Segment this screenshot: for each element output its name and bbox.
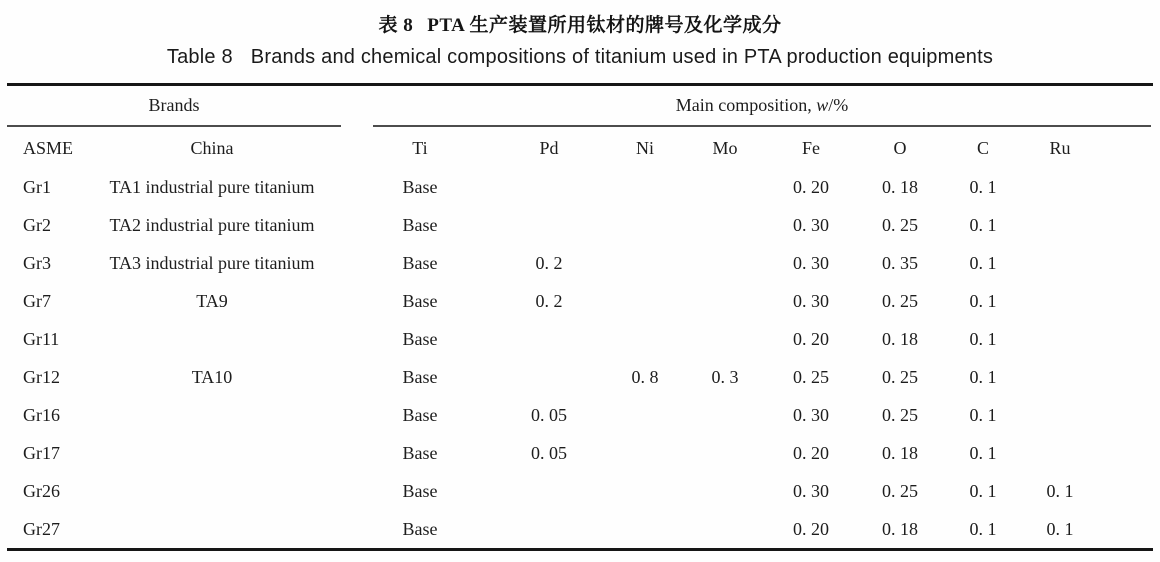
cell-china: TA3 industrial pure titanium <box>109 253 315 273</box>
table-title-chinese <box>0 10 1160 37</box>
cell-asme: Gr27 <box>22 519 60 539</box>
cell-fe: 0. 30 <box>792 215 829 235</box>
column-header-pd: Pd <box>539 138 559 158</box>
cell-pd: 0. 05 <box>530 443 567 463</box>
cell-pd: 0. 2 <box>535 291 563 311</box>
cell-ni <box>605 206 685 244</box>
cell-fe: 0. 30 <box>792 291 829 311</box>
cell-ru <box>1023 282 1153 320</box>
composition-label-suffix: /% <box>828 95 849 115</box>
cell-fe: 0. 20 <box>792 329 829 349</box>
cell-fe: 0. 25 <box>792 367 829 387</box>
cell-china <box>77 320 347 358</box>
cell-o: 0. 25 <box>881 215 918 235</box>
cell-ru <box>1023 320 1153 358</box>
cell-asme: Gr1 <box>22 177 51 197</box>
table-row <box>7 244 1153 282</box>
column-header-row <box>7 127 1153 168</box>
cell-mo <box>685 168 765 206</box>
cell-ru <box>1023 358 1153 396</box>
cell-mo <box>685 244 765 282</box>
cell-ni <box>605 510 685 550</box>
column-header-asme: ASME <box>22 138 73 158</box>
cell-china <box>77 396 347 434</box>
column-header-fe: Fe <box>801 138 820 158</box>
cell-ni <box>605 282 685 320</box>
table-row <box>7 168 1153 206</box>
cell-ti: Base <box>402 481 438 501</box>
table-body <box>7 168 1153 550</box>
cell-mo <box>685 472 765 510</box>
cell-c: 0. 1 <box>969 481 997 501</box>
cell-c: 0. 1 <box>969 443 997 463</box>
cell-o: 0. 18 <box>881 177 918 197</box>
cell-china: TA1 industrial pure titanium <box>109 177 315 197</box>
cell-ru <box>1023 168 1153 206</box>
cell-mo <box>685 434 765 472</box>
cell-mo <box>685 320 765 358</box>
cell-fe: 0. 20 <box>792 443 829 463</box>
cell-pd: 0. 2 <box>535 253 563 273</box>
column-header-ti: Ti <box>412 138 428 158</box>
cell-ti: Base <box>402 177 438 197</box>
column-header-o: O <box>893 138 907 158</box>
cell-ru <box>1023 244 1153 282</box>
cell-c: 0. 1 <box>969 291 997 311</box>
cell-china <box>77 510 347 550</box>
table-number-en: Table 8 <box>166 46 233 68</box>
cell-fe: 0. 30 <box>792 405 829 425</box>
table-title-english <box>0 46 1160 69</box>
cell-c: 0. 1 <box>969 215 997 235</box>
cell-asme: Gr17 <box>22 443 60 463</box>
cell-asme: Gr11 <box>22 329 60 349</box>
group-header-row <box>7 85 1153 128</box>
column-header-china: China <box>190 138 234 158</box>
cell-pd <box>493 168 605 206</box>
composition-label-prefix: Main composition, <box>675 95 817 115</box>
cell-ti: Base <box>402 253 438 273</box>
cell-o: 0. 25 <box>881 367 918 387</box>
table-row <box>7 510 1153 550</box>
column-header-c: C <box>976 138 989 158</box>
cell-pd: 0. 05 <box>530 405 567 425</box>
cell-mo <box>685 206 765 244</box>
cell-china: TA10 <box>191 367 233 387</box>
cell-o: 0. 18 <box>881 443 918 463</box>
cell-china: TA9 <box>196 291 228 311</box>
cell-china <box>77 472 347 510</box>
cell-o: 0. 25 <box>881 405 918 425</box>
cell-c: 0. 1 <box>969 405 997 425</box>
column-header-ni: Ni <box>635 138 654 158</box>
table-row <box>7 282 1153 320</box>
table-row <box>7 472 1153 510</box>
table-caption-cn: PTA 生产装置所用钛材的牌号及化学成分 <box>427 15 782 36</box>
table-row <box>7 358 1153 396</box>
cell-ni <box>605 168 685 206</box>
cell-c: 0. 1 <box>969 519 997 539</box>
cell-o: 0. 25 <box>881 291 918 311</box>
column-header-mo: Mo <box>712 138 738 158</box>
cell-asme: Gr12 <box>22 367 60 387</box>
cell-ti: Base <box>402 443 438 463</box>
cell-ni: 0. 8 <box>631 367 659 387</box>
cell-asme: Gr16 <box>22 405 60 425</box>
column-header-ru: Ru <box>1049 138 1071 158</box>
cell-ru <box>1023 206 1153 244</box>
composition-group-label <box>373 86 1151 127</box>
cell-mo <box>685 396 765 434</box>
cell-china: TA2 industrial pure titanium <box>109 215 315 235</box>
cell-ti: Base <box>402 405 438 425</box>
cell-ru: 0. 1 <box>1046 519 1074 539</box>
cell-ru: 0. 1 <box>1046 481 1074 501</box>
table-row <box>7 434 1153 472</box>
cell-c: 0. 1 <box>969 253 997 273</box>
composition-group-header <box>347 85 1153 128</box>
cell-ni <box>605 244 685 282</box>
cell-o: 0. 18 <box>881 519 918 539</box>
cell-ni <box>605 396 685 434</box>
cell-ti: Base <box>402 291 438 311</box>
cell-asme: Gr7 <box>22 291 51 311</box>
table-row <box>7 396 1153 434</box>
cell-mo <box>685 282 765 320</box>
cell-pd <box>493 472 605 510</box>
cell-ti: Base <box>402 215 438 235</box>
cell-china <box>77 434 347 472</box>
cell-fe: 0. 30 <box>792 253 829 273</box>
cell-fe: 0. 20 <box>792 519 829 539</box>
cell-ti: Base <box>402 329 438 349</box>
cell-asme: Gr26 <box>22 481 60 501</box>
table-row <box>7 206 1153 244</box>
brands-group-header <box>7 85 347 128</box>
cell-fe: 0. 30 <box>792 481 829 501</box>
cell-fe: 0. 20 <box>792 177 829 197</box>
cell-ru <box>1023 396 1153 434</box>
cell-mo: 0. 3 <box>711 367 739 387</box>
cell-pd <box>493 358 605 396</box>
table-caption-en: Brands and chemical compositions of titanium used in PTA production equipments <box>250 46 994 68</box>
cell-o: 0. 25 <box>881 481 918 501</box>
table-number-cn: 表 8 <box>378 15 414 36</box>
cell-ni <box>605 472 685 510</box>
cell-o: 0. 18 <box>881 329 918 349</box>
brands-group-label: Brands <box>7 86 341 127</box>
cell-ru <box>1023 434 1153 472</box>
composition-symbol-w: w <box>816 95 829 115</box>
cell-c: 0. 1 <box>969 367 997 387</box>
cell-ni <box>605 320 685 358</box>
cell-asme: Gr2 <box>22 215 51 235</box>
cell-pd <box>493 206 605 244</box>
cell-mo <box>685 510 765 550</box>
cell-c: 0. 1 <box>969 329 997 349</box>
cell-pd <box>493 320 605 358</box>
cell-c: 0. 1 <box>969 177 997 197</box>
cell-pd <box>493 510 605 550</box>
table-row <box>7 320 1153 358</box>
cell-ti: Base <box>402 519 438 539</box>
cell-o: 0. 35 <box>881 253 918 273</box>
cell-ti: Base <box>402 367 438 387</box>
cell-asme: Gr3 <box>22 253 51 273</box>
titanium-composition-table <box>7 83 1153 551</box>
cell-ni <box>605 434 685 472</box>
